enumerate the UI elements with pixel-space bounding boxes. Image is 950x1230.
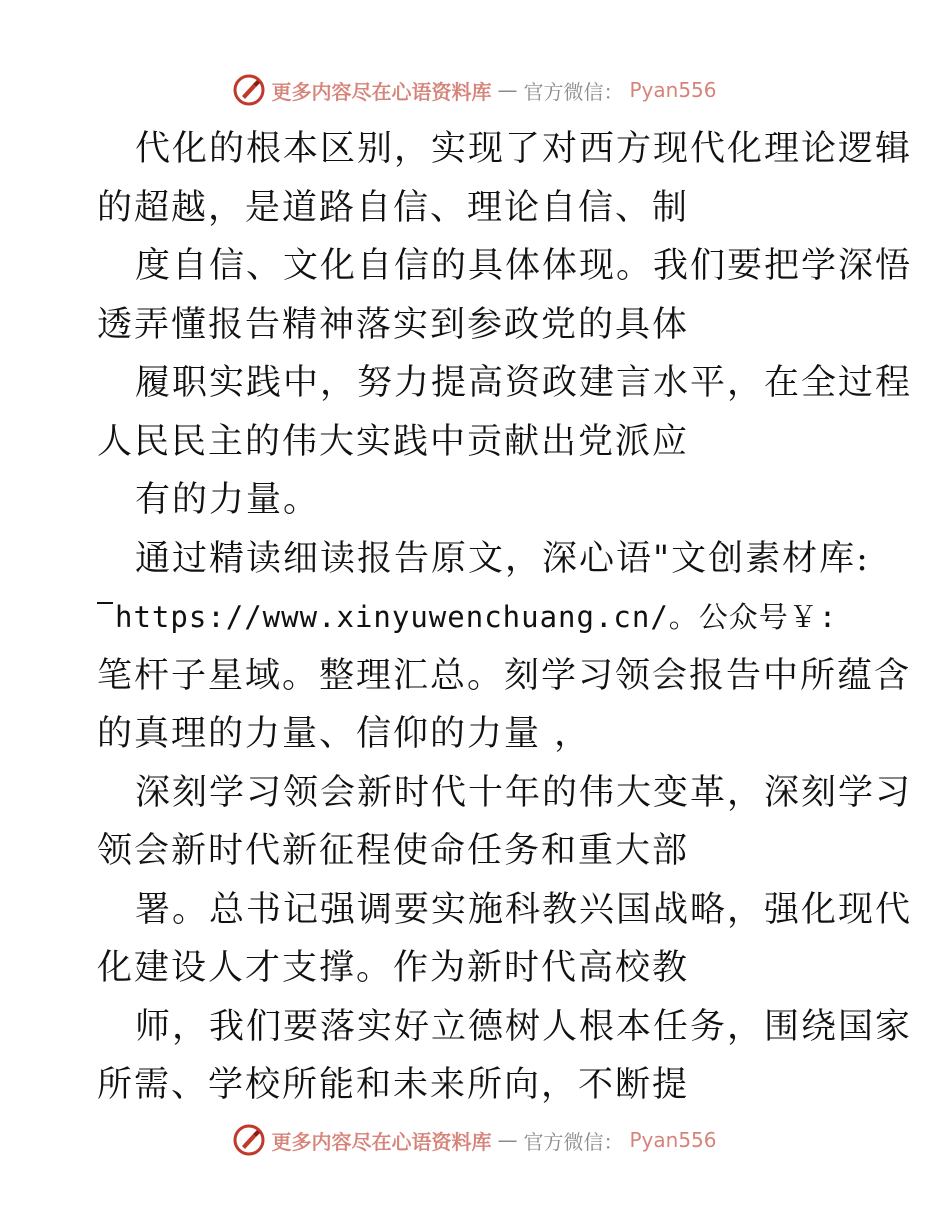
body-line: 通过精读细读报告原文，深心语"文创素材库: [135,538,870,579]
body-line: 所需、学校所能和未来所向，不断提 [97,1065,690,1105]
body-line: 署。总书记强调要实施科教兴国战略，强化现代 [135,889,913,930]
body-line: 度自信、文化自信的具体体现。我们要把学深悟 [135,246,913,286]
body-line: 深刻学习领会新时代十年的伟大变革，深刻学习 [135,772,913,813]
watermark-separator: — [497,1128,518,1152]
red-seal-pen-icon [233,74,265,106]
body-line: 师，我们要落实好立德树人根本任务，围绕国家 [135,1006,913,1047]
body-line: 有的力量。 [135,480,321,520]
header-watermark [0,70,950,110]
watermark-separator: — [497,78,518,102]
body-line: 人民民主的伟大实践中贡献出党派应 [97,421,690,462]
watermark-text: 更多内容尽在心语资料库 [271,1129,492,1154]
body-line: 透弄懂报告精神落实到参政党的具体 [97,304,690,345]
footer-watermark [0,1120,950,1160]
body-line: 笔杆子星域。整理汇总。刻学习领会报告中所蕴含 [97,655,912,696]
url-text: https://www.xinyuwenchuang.cn/。公众号￥: [115,600,838,634]
body-line: 代化的根本区别，实现了对西方现代化理论逻辑 [135,129,913,169]
watermark-wechat-id: Pyan556 [629,1128,717,1152]
body-line: 的超越，是道路自信、理论自信、制 [97,187,690,228]
document-body [97,120,913,1115]
body-line: 履职实践中，努力提高资政建言水平，在全过程 [135,363,913,403]
body-line: 的真理的力量、信仰的力量 ， [97,714,592,754]
body-line-url [97,588,857,647]
watermark-official-label: 官方微信： [523,79,624,104]
watermark-official-label: 官方微信： [523,1129,624,1154]
watermark-text: 更多内容尽在心语资料库 [271,79,492,104]
body-line: 化建设人才支撑。作为新时代高校教 [97,948,690,988]
body-line: 领会新时代新征程使命任务和重大部 [97,831,690,871]
red-seal-pen-icon [233,1124,265,1156]
watermark-wechat-id: Pyan556 [629,78,717,102]
dash-mark [97,602,113,604]
